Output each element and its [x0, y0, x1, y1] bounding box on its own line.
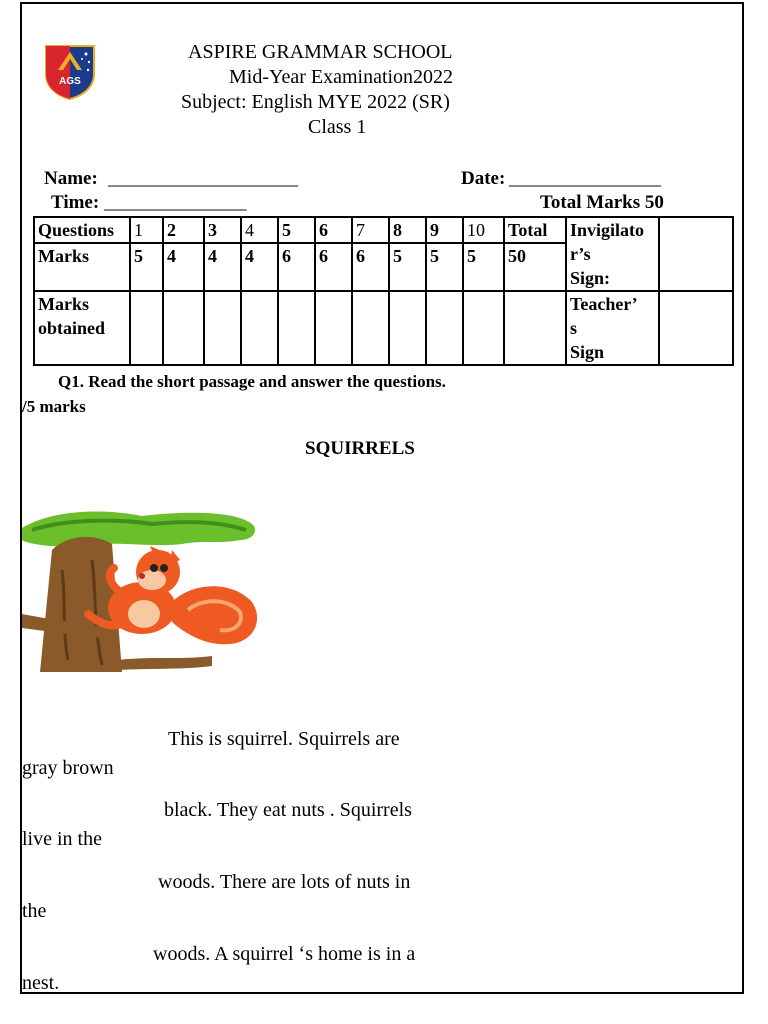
school-name: ASPIRE GRAMMAR SCHOOL — [188, 41, 453, 63]
marks-obtained-cell[interactable] — [463, 291, 504, 365]
question-number: 6 — [315, 217, 352, 243]
question1-marks: /5 marks — [22, 397, 86, 416]
passage-title: SQUIRRELS — [305, 438, 415, 459]
teacher-sign-box[interactable] — [659, 291, 733, 365]
marks-value: 4 — [241, 243, 278, 291]
squirrel-tree-illustration — [22, 510, 260, 672]
school-logo — [44, 44, 96, 100]
teacher-sign-label: Teacher’ s Sign — [566, 291, 659, 365]
question-number: 5 — [278, 217, 315, 243]
marks-value: 4 — [163, 243, 204, 291]
question-number: 2 — [163, 217, 204, 243]
subject-line: Subject: English MYE 2022 (SR) — [181, 91, 450, 113]
passage-line: This is squirrel. Squirrels are — [168, 728, 400, 750]
logo-text: AGS — [59, 76, 81, 87]
total-header: Total — [504, 217, 566, 243]
passage-line: gray brown — [22, 757, 114, 779]
marks-table — [33, 216, 734, 366]
question-number: 3 — [204, 217, 241, 243]
marks-value: 5 — [130, 243, 163, 291]
marks-obtained-cell[interactable] — [352, 291, 389, 365]
passage-line: woods. A squirrel ‘s home is in a — [153, 943, 416, 965]
name-line: ____________________ — [108, 168, 298, 189]
passage-line: black. They eat nuts . Squirrels — [164, 799, 412, 821]
question1-instruction: Q1. Read the short passage and answer the questions. — [58, 372, 446, 391]
total-value: 50 — [504, 243, 566, 291]
date-label: Date: — [461, 168, 506, 189]
total-marks: Total Marks 50 — [540, 192, 664, 213]
passage-line: nest. — [22, 972, 60, 994]
time-line: _______________ — [104, 192, 247, 213]
exam-title: Mid-Year Examination2022 — [229, 66, 454, 88]
marks-value: 5 — [463, 243, 504, 291]
name-label: Name: — [44, 168, 98, 189]
marks-obtained-cell[interactable] — [241, 291, 278, 365]
marks-value: 6 — [278, 243, 315, 291]
question-number: 4 — [241, 217, 278, 243]
marks-obtained-cell[interactable] — [315, 291, 352, 365]
questions-header: Questions — [34, 217, 130, 243]
marks-obtained-total-cell[interactable] — [504, 291, 566, 365]
passage-line: live in the — [22, 828, 102, 850]
marks-obtained-cell[interactable] — [163, 291, 204, 365]
marks-obtained-cell[interactable] — [389, 291, 426, 365]
marks-obtained-cell[interactable] — [130, 291, 163, 365]
marks-label: Marks — [34, 243, 130, 291]
question-number: 1 — [130, 217, 163, 243]
invigilator-sign-label: Invigilato r’s Sign: — [566, 217, 659, 291]
question-number: 9 — [426, 217, 463, 243]
marks-value: 6 — [315, 243, 352, 291]
marks-value: 5 — [389, 243, 426, 291]
marks-obtained-label: Marks obtained — [34, 291, 130, 365]
question-number: 7 — [352, 217, 389, 243]
marks-obtained-cell[interactable] — [278, 291, 315, 365]
invigilator-sign-box[interactable] — [659, 217, 733, 291]
question-number: 8 — [389, 217, 426, 243]
class-line: Class 1 — [308, 116, 367, 138]
marks-obtained-cell[interactable] — [426, 291, 463, 365]
passage-line: woods. There are lots of nuts in — [158, 871, 411, 893]
marks-value: 4 — [204, 243, 241, 291]
page-border — [20, 2, 744, 994]
marks-value: 6 — [352, 243, 389, 291]
question-number: 10 — [463, 217, 504, 243]
marks-value: 5 — [426, 243, 463, 291]
passage-line: the — [22, 900, 47, 922]
time-label: Time: — [51, 192, 100, 213]
date-line: ________________ — [509, 168, 661, 189]
marks-obtained-cell[interactable] — [204, 291, 241, 365]
